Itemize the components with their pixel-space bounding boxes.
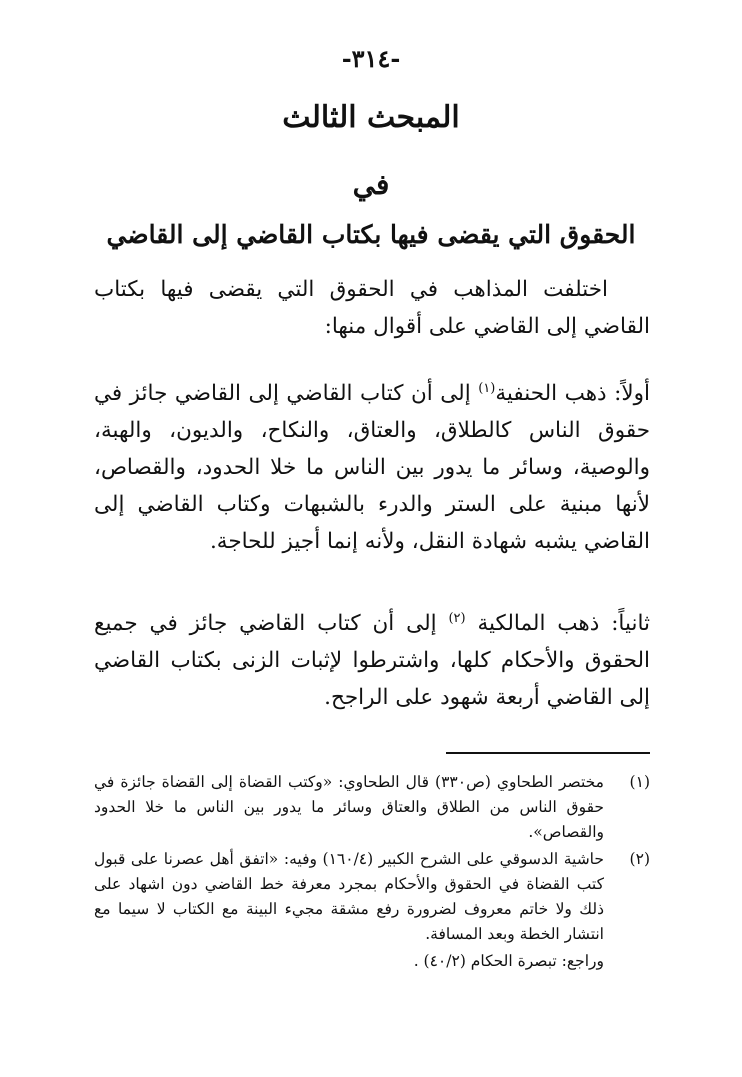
second-opinion-text-rest: إلى أن كتاب القاضي جائز في جميع الحقوق والأحكام كلها، واشترطوا لإثبات الزنى بكتاب القاضي إلى القاضي أربعة شهود على الراجح.	[94, 611, 650, 711]
footnote-1	[94, 770, 650, 845]
section-title: المبحث الثالث	[282, 100, 460, 135]
footnote-text: حاشية الدسوقي على الشرح الكبير (١٦٠/٤) وفيه: «اتفق أهل عصرنا على قبول كتب القضاة في الحقوق والأحكام بمجرد معرفة خط القاضي دون اشهاد على ذلك ولا خاتم معروف لضرورة رفع مشقة مجيء البينة مع الكتاب لا سيما مع انتشار الخطة وبعد المسافة.	[94, 850, 604, 943]
footnote-text: مختصر الطحاوي (ص٣٣٠) قال الطحاوي: «وكتب القضاة إلى القضاة جائزة في حقوق الناس من الطلاق والعتاق وسائر ما يدور بين الناس ما خلا الحدود والقصاص».	[94, 773, 604, 841]
section-title-connector: في	[352, 168, 390, 201]
first-opinion-text-rest: إلى أن كتاب القاضي إلى القاضي جائز في حقوق الناس كالطلاق، والعتاق، والنكاح، والديون، والهبة، والوصية، وسائر ما يدور بين الناس ما خلا الحدود، والقصاص، لأنها مبنية على الستر والدرء بالشبهات وكتاب القاضي إلى القاضي يشبه شهادة النقل، ولأنه إنما أجيز للحاجة.	[94, 381, 650, 555]
section-subtitle: الحقوق التي يقضى فيها بكتاب القاضي إلى القاضي	[106, 220, 636, 249]
footnote-2-reference: وراجع: تبصرة الحكام (٤٠/٢) .	[413, 952, 604, 970]
footnote-number: (٢)	[629, 850, 650, 868]
second-opinion-lead: ثانياً:	[611, 611, 650, 637]
intro-paragraph: اختلفت المذاهب في الحقوق التي يقضى فيها بكتاب القاضي إلى القاضي على أقوال منها:	[94, 277, 650, 339]
page-number: -٣١٤-	[341, 44, 401, 73]
footnotes	[94, 770, 650, 974]
first-opinion-lead: أولاً:	[614, 381, 650, 407]
second-opinion-paragraph	[94, 600, 650, 716]
footnote-divider	[446, 752, 650, 754]
footnote-number: (١)	[629, 773, 650, 791]
first-opinion-paragraph	[94, 370, 650, 560]
second-opinion-text-start: ذهب المالكية	[465, 611, 612, 637]
footnote-2	[94, 847, 650, 947]
footnote-ref-2: (٢)	[448, 611, 466, 626]
first-opinion-text-start: ذهب الحنفية	[495, 381, 615, 407]
footnote-ref-1: (١)	[478, 381, 496, 396]
